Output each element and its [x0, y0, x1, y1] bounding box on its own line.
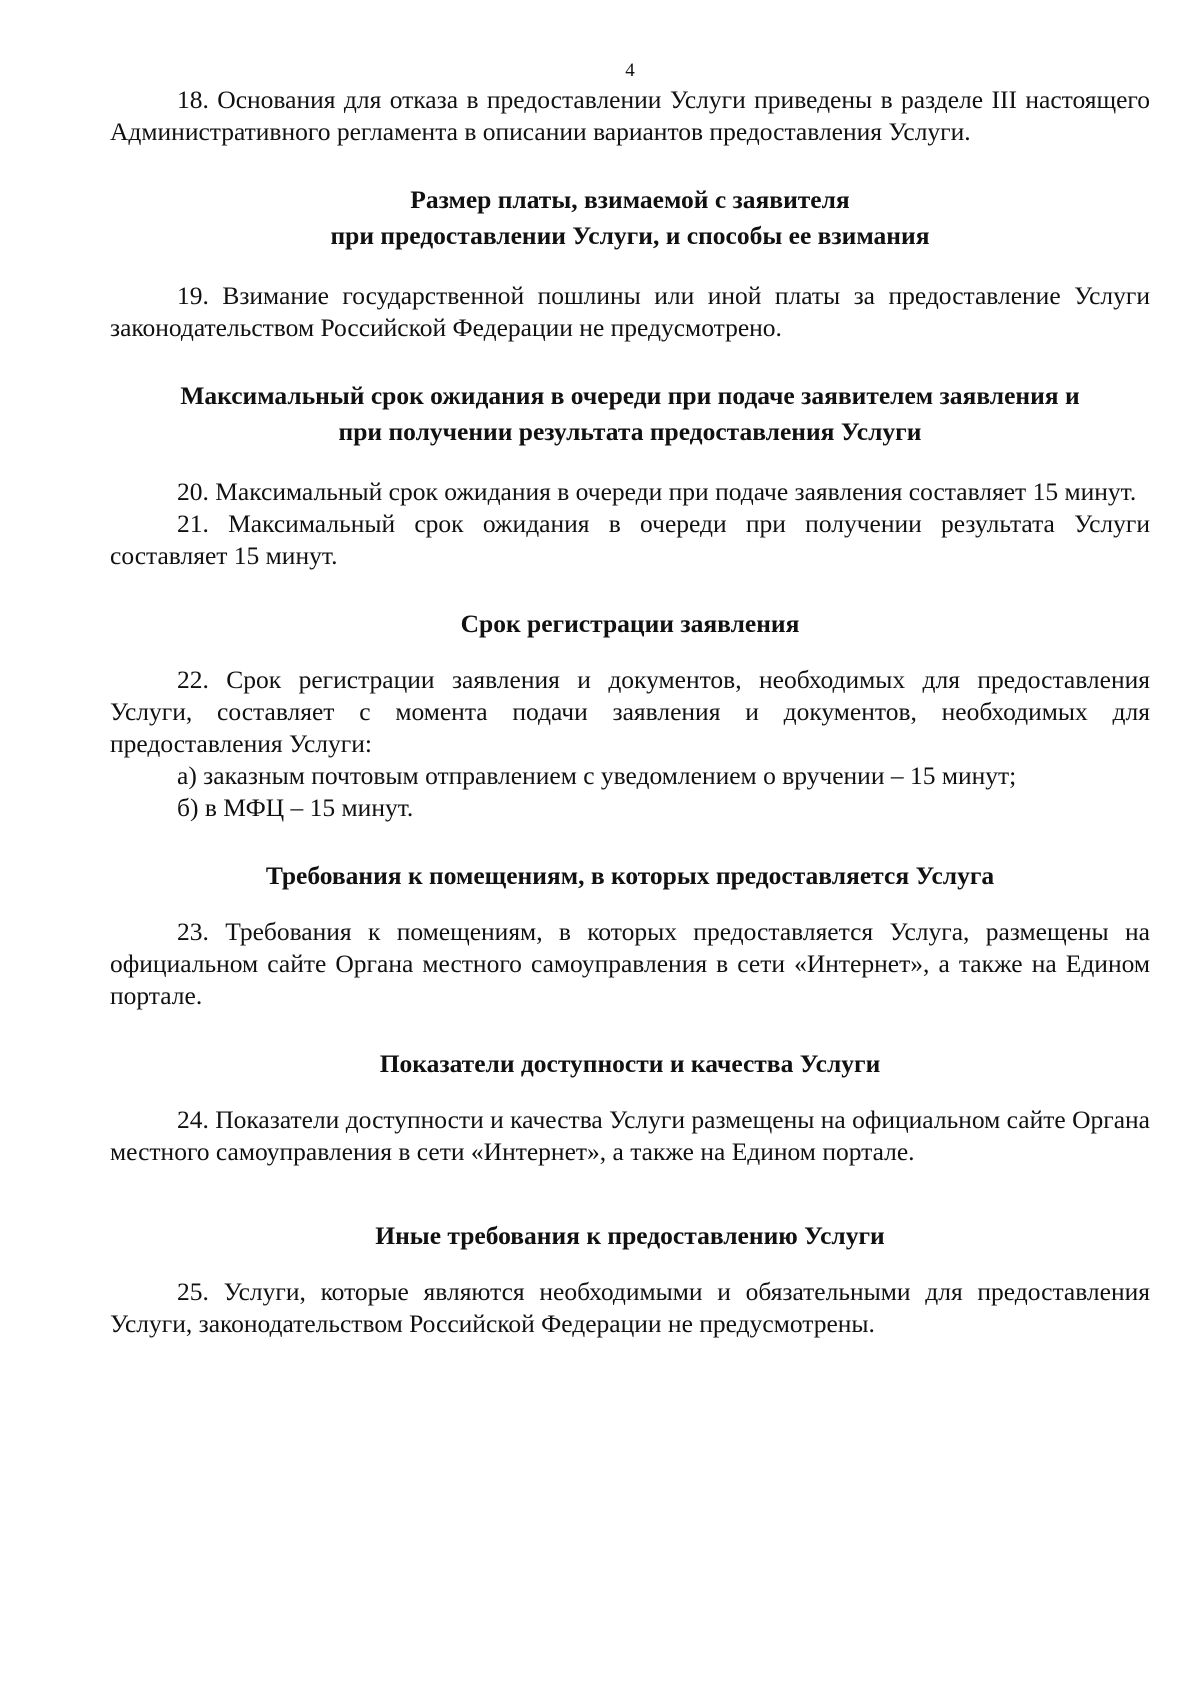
document-page	[110, 0, 1150, 1705]
paragraph-25: 25. Услуги, которые являются необходимыми и обязательными для предоставления Услуги, законодательством Российской Федерации не предусмотрены.	[110, 1277, 1150, 1338]
heading-other-requirements: Иные требования к предоставлению Услуги	[375, 1221, 885, 1250]
paragraph-18: 18. Основания для отказа в предоставлении Услуги приведены в разделе III настоящего Административного регламента в описании вариантов предоставления Услуги.	[110, 85, 1150, 146]
heading-premises: Требования к помещениям, в которых предоставляется Услуга	[265, 861, 995, 890]
heading-fee-line-2: при предоставлении Услуги, и способы ее взимания	[330, 221, 930, 250]
heading-fee	[110, 182, 1150, 254]
paragraph-21: 21. Максимальный срок ожидания в очереди при получении результата Услуги составляет 15 минут.	[110, 509, 1150, 570]
heading-quality: Показатели доступности и качества Услуги	[379, 1049, 881, 1078]
paragraph-19: 19. Взимание государственной пошлины или иной платы за предоставление Услуги законодательством Российской Федерации не предусмотрено.	[110, 281, 1150, 342]
paragraph-22-b: б) в МФЦ – 15 минут.	[177, 793, 414, 822]
paragraph-24: 24. Показатели доступности и качества Услуги размещены на официальном сайте Органа местного самоуправления в сети «Интернет», а также на Едином портале.	[110, 1105, 1150, 1166]
paragraph-20: 20. Максимальный срок ожидания в очереди при подаче заявления составляет 15 минут.	[177, 477, 1137, 506]
heading-registration: Срок регистрации заявления	[460, 609, 800, 638]
paragraph-22: 22. Срок регистрации заявления и документов, необходимых для предоставления Услуги, составляет с момента подачи заявления и документов, необходимых для предоставления Услуги:	[110, 665, 1150, 758]
heading-queue-line-2: при получении результата предоставления Услуги	[338, 417, 922, 446]
paragraph-22-a: а) заказным почтовым отправлением с уведомлением о вручении – 15 минут;	[177, 761, 1017, 790]
heading-queue-line-1: Максимальный срок ожидания в очереди при подаче заявителем заявления и	[180, 381, 1080, 410]
heading-fee-line-1: Размер платы, взимаемой с заявителя	[410, 185, 850, 214]
document-body	[110, 84, 1150, 1340]
heading-queue	[110, 378, 1150, 450]
paragraph-23: 23. Требования к помещениям, в которых предоставляется Услуга, размещены на официальном сайте Органа местного самоуправления в сети «Интернет», а также на Едином портале.	[110, 917, 1150, 1010]
page-number: 4	[625, 60, 635, 81]
